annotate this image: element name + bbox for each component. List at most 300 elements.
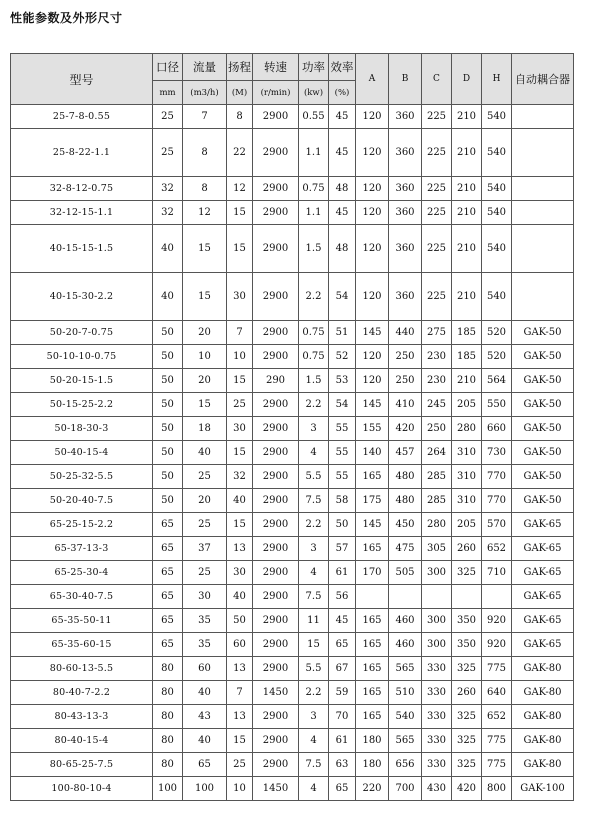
dim-a-cell: 165: [356, 633, 389, 657]
dim-a-cell: 170: [356, 561, 389, 585]
dim-a-cell: 120: [356, 273, 389, 321]
model-cell: 50-20-15-1.5: [11, 369, 153, 393]
power-cell: 3: [299, 705, 329, 729]
power-cell: 4: [299, 729, 329, 753]
head-cell: 15: [227, 441, 253, 465]
dim-d-cell: 350: [452, 609, 482, 633]
efficiency-cell: 61: [329, 561, 356, 585]
table-header: [11, 54, 574, 105]
dim-h-cell: 710: [482, 561, 512, 585]
table-row: [11, 105, 574, 129]
power-cell: 0.55: [299, 105, 329, 129]
dim-h-cell: 660: [482, 417, 512, 441]
dim-h-cell: 775: [482, 753, 512, 777]
diameter-cell: 50: [153, 417, 183, 441]
flow-cell: 18: [183, 417, 227, 441]
dim-a-cell: [356, 585, 389, 609]
model-cell: 80-43-13-3: [11, 705, 153, 729]
dim-c-cell: 285: [422, 489, 452, 513]
flow-cell: 25: [183, 561, 227, 585]
dim-a-cell: 120: [356, 177, 389, 201]
dim-c-cell: 330: [422, 729, 452, 753]
head-cell: 40: [227, 489, 253, 513]
efficiency-cell: 45: [329, 201, 356, 225]
power-cell: 7.5: [299, 585, 329, 609]
unit-head: (M): [227, 81, 253, 105]
model-cell: 80-40-7-2.2: [11, 681, 153, 705]
power-cell: 2.2: [299, 273, 329, 321]
unit-efficiency: (%): [329, 81, 356, 105]
flow-cell: 12: [183, 201, 227, 225]
speed-cell: 1450: [253, 777, 299, 801]
header-diameter: 口径: [153, 54, 183, 81]
dim-a-cell: 165: [356, 609, 389, 633]
coupler-cell: GAK-80: [512, 681, 574, 705]
power-cell: 11: [299, 609, 329, 633]
speed-cell: 2900: [253, 177, 299, 201]
table-row: [11, 537, 574, 561]
speed-cell: 2900: [253, 753, 299, 777]
efficiency-cell: 52: [329, 345, 356, 369]
coupler-cell: GAK-50: [512, 393, 574, 417]
diameter-cell: 32: [153, 201, 183, 225]
coupler-cell: GAK-65: [512, 537, 574, 561]
dim-h-cell: 800: [482, 777, 512, 801]
dim-d-cell: 310: [452, 441, 482, 465]
dim-b-cell: 360: [389, 273, 422, 321]
table-row: [11, 321, 574, 345]
dim-c-cell: 275: [422, 321, 452, 345]
model-cell: 65-35-60-15: [11, 633, 153, 657]
diameter-cell: 65: [153, 585, 183, 609]
head-cell: 22: [227, 129, 253, 177]
diameter-cell: 32: [153, 177, 183, 201]
dim-b-cell: 480: [389, 489, 422, 513]
flow-cell: 25: [183, 513, 227, 537]
diameter-cell: 50: [153, 465, 183, 489]
dim-h-cell: 520: [482, 321, 512, 345]
table-row: [11, 777, 574, 801]
efficiency-cell: 55: [329, 441, 356, 465]
dim-a-cell: 120: [356, 345, 389, 369]
coupler-cell: GAK-50: [512, 369, 574, 393]
speed-cell: 2900: [253, 393, 299, 417]
dim-a-cell: 155: [356, 417, 389, 441]
coupler-cell: GAK-100: [512, 777, 574, 801]
dim-d-cell: 310: [452, 489, 482, 513]
diameter-cell: 80: [153, 681, 183, 705]
dim-h-cell: 775: [482, 729, 512, 753]
power-cell: 5.5: [299, 465, 329, 489]
speed-cell: 1450: [253, 681, 299, 705]
header-flow: 流量: [183, 54, 227, 81]
head-cell: 30: [227, 561, 253, 585]
speed-cell: 2900: [253, 417, 299, 441]
dim-c-cell: 330: [422, 657, 452, 681]
head-cell: 30: [227, 417, 253, 441]
dim-h-cell: 540: [482, 201, 512, 225]
dim-d-cell: 310: [452, 465, 482, 489]
coupler-cell: GAK-65: [512, 513, 574, 537]
coupler-cell: GAK-80: [512, 657, 574, 681]
dim-a-cell: 145: [356, 321, 389, 345]
dim-a-cell: 120: [356, 129, 389, 177]
dim-a-cell: 220: [356, 777, 389, 801]
dim-b-cell: 360: [389, 201, 422, 225]
speed-cell: 2900: [253, 441, 299, 465]
dim-b-cell: 450: [389, 513, 422, 537]
dim-b-cell: 540: [389, 705, 422, 729]
dim-c-cell: 305: [422, 537, 452, 561]
model-cell: 50-20-40-7.5: [11, 489, 153, 513]
efficiency-cell: 54: [329, 273, 356, 321]
unit-diameter: mm: [153, 81, 183, 105]
diameter-cell: 65: [153, 561, 183, 585]
table-row: [11, 129, 574, 177]
diameter-cell: 25: [153, 129, 183, 177]
coupler-cell: GAK-50: [512, 489, 574, 513]
dim-a-cell: 140: [356, 441, 389, 465]
power-cell: 3: [299, 417, 329, 441]
coupler-cell: GAK-50: [512, 345, 574, 369]
header-model: 型号: [11, 54, 153, 105]
speed-cell: 2900: [253, 537, 299, 561]
speed-cell: 2900: [253, 705, 299, 729]
efficiency-cell: 58: [329, 489, 356, 513]
dim-b-cell: [389, 585, 422, 609]
flow-cell: 30: [183, 585, 227, 609]
dim-c-cell: 225: [422, 105, 452, 129]
table-row: [11, 345, 574, 369]
flow-cell: 15: [183, 393, 227, 417]
head-cell: 10: [227, 777, 253, 801]
efficiency-cell: 48: [329, 225, 356, 273]
model-cell: 65-37-13-3: [11, 537, 153, 561]
coupler-cell: GAK-50: [512, 417, 574, 441]
dim-c-cell: 330: [422, 753, 452, 777]
dim-b-cell: 250: [389, 369, 422, 393]
diameter-cell: 50: [153, 489, 183, 513]
power-cell: 1.5: [299, 369, 329, 393]
power-cell: 0.75: [299, 321, 329, 345]
diameter-cell: 40: [153, 225, 183, 273]
dim-b-cell: 457: [389, 441, 422, 465]
table-row: [11, 441, 574, 465]
dim-a-cell: 145: [356, 393, 389, 417]
header-power: 功率: [299, 54, 329, 81]
flow-cell: 40: [183, 681, 227, 705]
head-cell: 30: [227, 273, 253, 321]
dim-b-cell: 360: [389, 225, 422, 273]
table-row: [11, 561, 574, 585]
header-head: 扬程: [227, 54, 253, 81]
flow-cell: 20: [183, 369, 227, 393]
flow-cell: 65: [183, 753, 227, 777]
dim-b-cell: 475: [389, 537, 422, 561]
dim-b-cell: 700: [389, 777, 422, 801]
head-cell: 12: [227, 177, 253, 201]
flow-cell: 100: [183, 777, 227, 801]
efficiency-cell: 45: [329, 609, 356, 633]
dim-d-cell: 185: [452, 321, 482, 345]
dim-b-cell: 250: [389, 345, 422, 369]
flow-cell: 37: [183, 537, 227, 561]
diameter-cell: 50: [153, 345, 183, 369]
page-title: 性能参数及外形尺寸: [10, 11, 123, 25]
table-row: [11, 225, 574, 273]
efficiency-cell: 63: [329, 753, 356, 777]
model-cell: 40-15-15-1.5: [11, 225, 153, 273]
dim-a-cell: 165: [356, 657, 389, 681]
power-cell: 1.1: [299, 129, 329, 177]
header-dim-b: B: [389, 54, 422, 105]
efficiency-cell: 54: [329, 393, 356, 417]
dim-d-cell: 210: [452, 369, 482, 393]
dim-h-cell: 540: [482, 177, 512, 201]
model-cell: 100-80-10-4: [11, 777, 153, 801]
efficiency-cell: 45: [329, 129, 356, 177]
dim-a-cell: 175: [356, 489, 389, 513]
efficiency-cell: 56: [329, 585, 356, 609]
table-row: [11, 681, 574, 705]
dim-b-cell: 480: [389, 465, 422, 489]
flow-cell: 35: [183, 609, 227, 633]
dim-h-cell: 540: [482, 273, 512, 321]
model-cell: 65-25-15-2.2: [11, 513, 153, 537]
efficiency-cell: 61: [329, 729, 356, 753]
dim-d-cell: 325: [452, 753, 482, 777]
diameter-cell: 50: [153, 393, 183, 417]
dim-d-cell: 210: [452, 177, 482, 201]
head-cell: 15: [227, 513, 253, 537]
dim-a-cell: 120: [356, 201, 389, 225]
dim-d-cell: 325: [452, 657, 482, 681]
dim-a-cell: 165: [356, 465, 389, 489]
dim-b-cell: 460: [389, 609, 422, 633]
coupler-cell: [512, 273, 574, 321]
head-cell: 32: [227, 465, 253, 489]
head-cell: 7: [227, 681, 253, 705]
header-dim-c: C: [422, 54, 452, 105]
dim-c-cell: 300: [422, 609, 452, 633]
dim-b-cell: 565: [389, 729, 422, 753]
coupler-cell: [512, 177, 574, 201]
table-row: [11, 609, 574, 633]
efficiency-cell: 51: [329, 321, 356, 345]
table-row: [11, 417, 574, 441]
model-cell: 32-12-15-1.1: [11, 201, 153, 225]
dim-a-cell: 165: [356, 705, 389, 729]
efficiency-cell: 59: [329, 681, 356, 705]
dim-d-cell: 210: [452, 105, 482, 129]
flow-cell: 15: [183, 273, 227, 321]
dim-h-cell: 640: [482, 681, 512, 705]
power-cell: 7.5: [299, 489, 329, 513]
speed-cell: 2900: [253, 657, 299, 681]
efficiency-cell: 70: [329, 705, 356, 729]
efficiency-cell: 45: [329, 105, 356, 129]
dim-h-cell: 540: [482, 225, 512, 273]
dim-h-cell: 564: [482, 369, 512, 393]
diameter-cell: 65: [153, 609, 183, 633]
dim-d-cell: 210: [452, 225, 482, 273]
table-row: [11, 657, 574, 681]
coupler-cell: [512, 225, 574, 273]
speed-cell: 2900: [253, 105, 299, 129]
table-row: [11, 393, 574, 417]
table-row: [11, 177, 574, 201]
unit-speed: (r/min): [253, 81, 299, 105]
table-row: [11, 489, 574, 513]
power-cell: 4: [299, 561, 329, 585]
diameter-cell: 100: [153, 777, 183, 801]
dim-a-cell: 180: [356, 753, 389, 777]
dim-c-cell: 264: [422, 441, 452, 465]
model-cell: 80-60-13-5.5: [11, 657, 153, 681]
dim-h-cell: 540: [482, 105, 512, 129]
head-cell: 15: [227, 369, 253, 393]
dim-d-cell: 260: [452, 681, 482, 705]
model-cell: 40-15-30-2.2: [11, 273, 153, 321]
dim-h-cell: 770: [482, 489, 512, 513]
dim-b-cell: 460: [389, 633, 422, 657]
model-cell: 25-7-8-0.55: [11, 105, 153, 129]
dim-c-cell: 225: [422, 201, 452, 225]
speed-cell: 2900: [253, 633, 299, 657]
dim-d-cell: 210: [452, 129, 482, 177]
dim-h-cell: 730: [482, 441, 512, 465]
header-dim-d: D: [452, 54, 482, 105]
unit-flow: (m3/h): [183, 81, 227, 105]
dim-c-cell: 250: [422, 417, 452, 441]
dim-a-cell: 120: [356, 105, 389, 129]
table-row: [11, 513, 574, 537]
flow-cell: 35: [183, 633, 227, 657]
coupler-cell: [512, 129, 574, 177]
diameter-cell: 50: [153, 321, 183, 345]
flow-cell: 43: [183, 705, 227, 729]
efficiency-cell: 53: [329, 369, 356, 393]
power-cell: 2.2: [299, 513, 329, 537]
diameter-cell: 50: [153, 441, 183, 465]
unit-power: (kw): [299, 81, 329, 105]
power-cell: 2.2: [299, 681, 329, 705]
dim-h-cell: 652: [482, 537, 512, 561]
speed-cell: 2900: [253, 465, 299, 489]
flow-cell: 40: [183, 729, 227, 753]
header-coupler: 自动耦合器: [512, 54, 574, 105]
diameter-cell: 80: [153, 729, 183, 753]
head-cell: 40: [227, 585, 253, 609]
model-cell: 32-8-12-0.75: [11, 177, 153, 201]
table-row: [11, 201, 574, 225]
coupler-cell: GAK-50: [512, 441, 574, 465]
table-row: [11, 729, 574, 753]
efficiency-cell: 50: [329, 513, 356, 537]
flow-cell: 15: [183, 225, 227, 273]
dim-c-cell: 330: [422, 681, 452, 705]
model-cell: 65-25-30-4: [11, 561, 153, 585]
dim-d-cell: 210: [452, 201, 482, 225]
speed-cell: 290: [253, 369, 299, 393]
dim-d-cell: 420: [452, 777, 482, 801]
coupler-cell: [512, 201, 574, 225]
coupler-cell: GAK-65: [512, 633, 574, 657]
dim-d-cell: 260: [452, 537, 482, 561]
diameter-cell: 40: [153, 273, 183, 321]
dim-b-cell: 420: [389, 417, 422, 441]
flow-cell: 7: [183, 105, 227, 129]
header-dim-a: A: [356, 54, 389, 105]
dim-d-cell: 205: [452, 393, 482, 417]
head-cell: 50: [227, 609, 253, 633]
diameter-cell: 80: [153, 657, 183, 681]
efficiency-cell: 55: [329, 417, 356, 441]
dim-a-cell: 165: [356, 681, 389, 705]
power-cell: 1.1: [299, 201, 329, 225]
header-dim-h: H: [482, 54, 512, 105]
speed-cell: 2900: [253, 273, 299, 321]
coupler-cell: GAK-65: [512, 561, 574, 585]
speed-cell: 2900: [253, 321, 299, 345]
dim-b-cell: 360: [389, 129, 422, 177]
table-row: [11, 465, 574, 489]
dim-c-cell: 245: [422, 393, 452, 417]
dim-b-cell: 565: [389, 657, 422, 681]
dim-d-cell: 325: [452, 729, 482, 753]
head-cell: 13: [227, 705, 253, 729]
model-cell: 80-40-15-4: [11, 729, 153, 753]
dim-c-cell: 225: [422, 273, 452, 321]
dim-b-cell: 440: [389, 321, 422, 345]
head-cell: 15: [227, 729, 253, 753]
dim-h-cell: 920: [482, 609, 512, 633]
diameter-cell: 80: [153, 705, 183, 729]
coupler-cell: GAK-65: [512, 609, 574, 633]
efficiency-cell: 65: [329, 777, 356, 801]
coupler-cell: GAK-80: [512, 753, 574, 777]
table-row: [11, 705, 574, 729]
dim-c-cell: 225: [422, 129, 452, 177]
dim-c-cell: 280: [422, 513, 452, 537]
head-cell: 15: [227, 225, 253, 273]
head-cell: 10: [227, 345, 253, 369]
power-cell: 7.5: [299, 753, 329, 777]
speed-cell: 2900: [253, 609, 299, 633]
model-cell: 50-25-32-5.5: [11, 465, 153, 489]
power-cell: 2.2: [299, 393, 329, 417]
dim-d-cell: 325: [452, 561, 482, 585]
dim-h-cell: 775: [482, 657, 512, 681]
header-efficiency: 效率: [329, 54, 356, 81]
power-cell: 0.75: [299, 177, 329, 201]
efficiency-cell: 57: [329, 537, 356, 561]
coupler-cell: GAK-65: [512, 585, 574, 609]
dim-b-cell: 410: [389, 393, 422, 417]
dim-d-cell: 350: [452, 633, 482, 657]
dim-b-cell: 360: [389, 105, 422, 129]
dim-c-cell: 285: [422, 465, 452, 489]
model-cell: 50-20-7-0.75: [11, 321, 153, 345]
efficiency-cell: 48: [329, 177, 356, 201]
dim-b-cell: 360: [389, 177, 422, 201]
speed-cell: 2900: [253, 561, 299, 585]
model-cell: 65-35-50-11: [11, 609, 153, 633]
dim-h-cell: [482, 585, 512, 609]
head-cell: 60: [227, 633, 253, 657]
table-body: [11, 105, 574, 801]
dim-c-cell: 230: [422, 369, 452, 393]
